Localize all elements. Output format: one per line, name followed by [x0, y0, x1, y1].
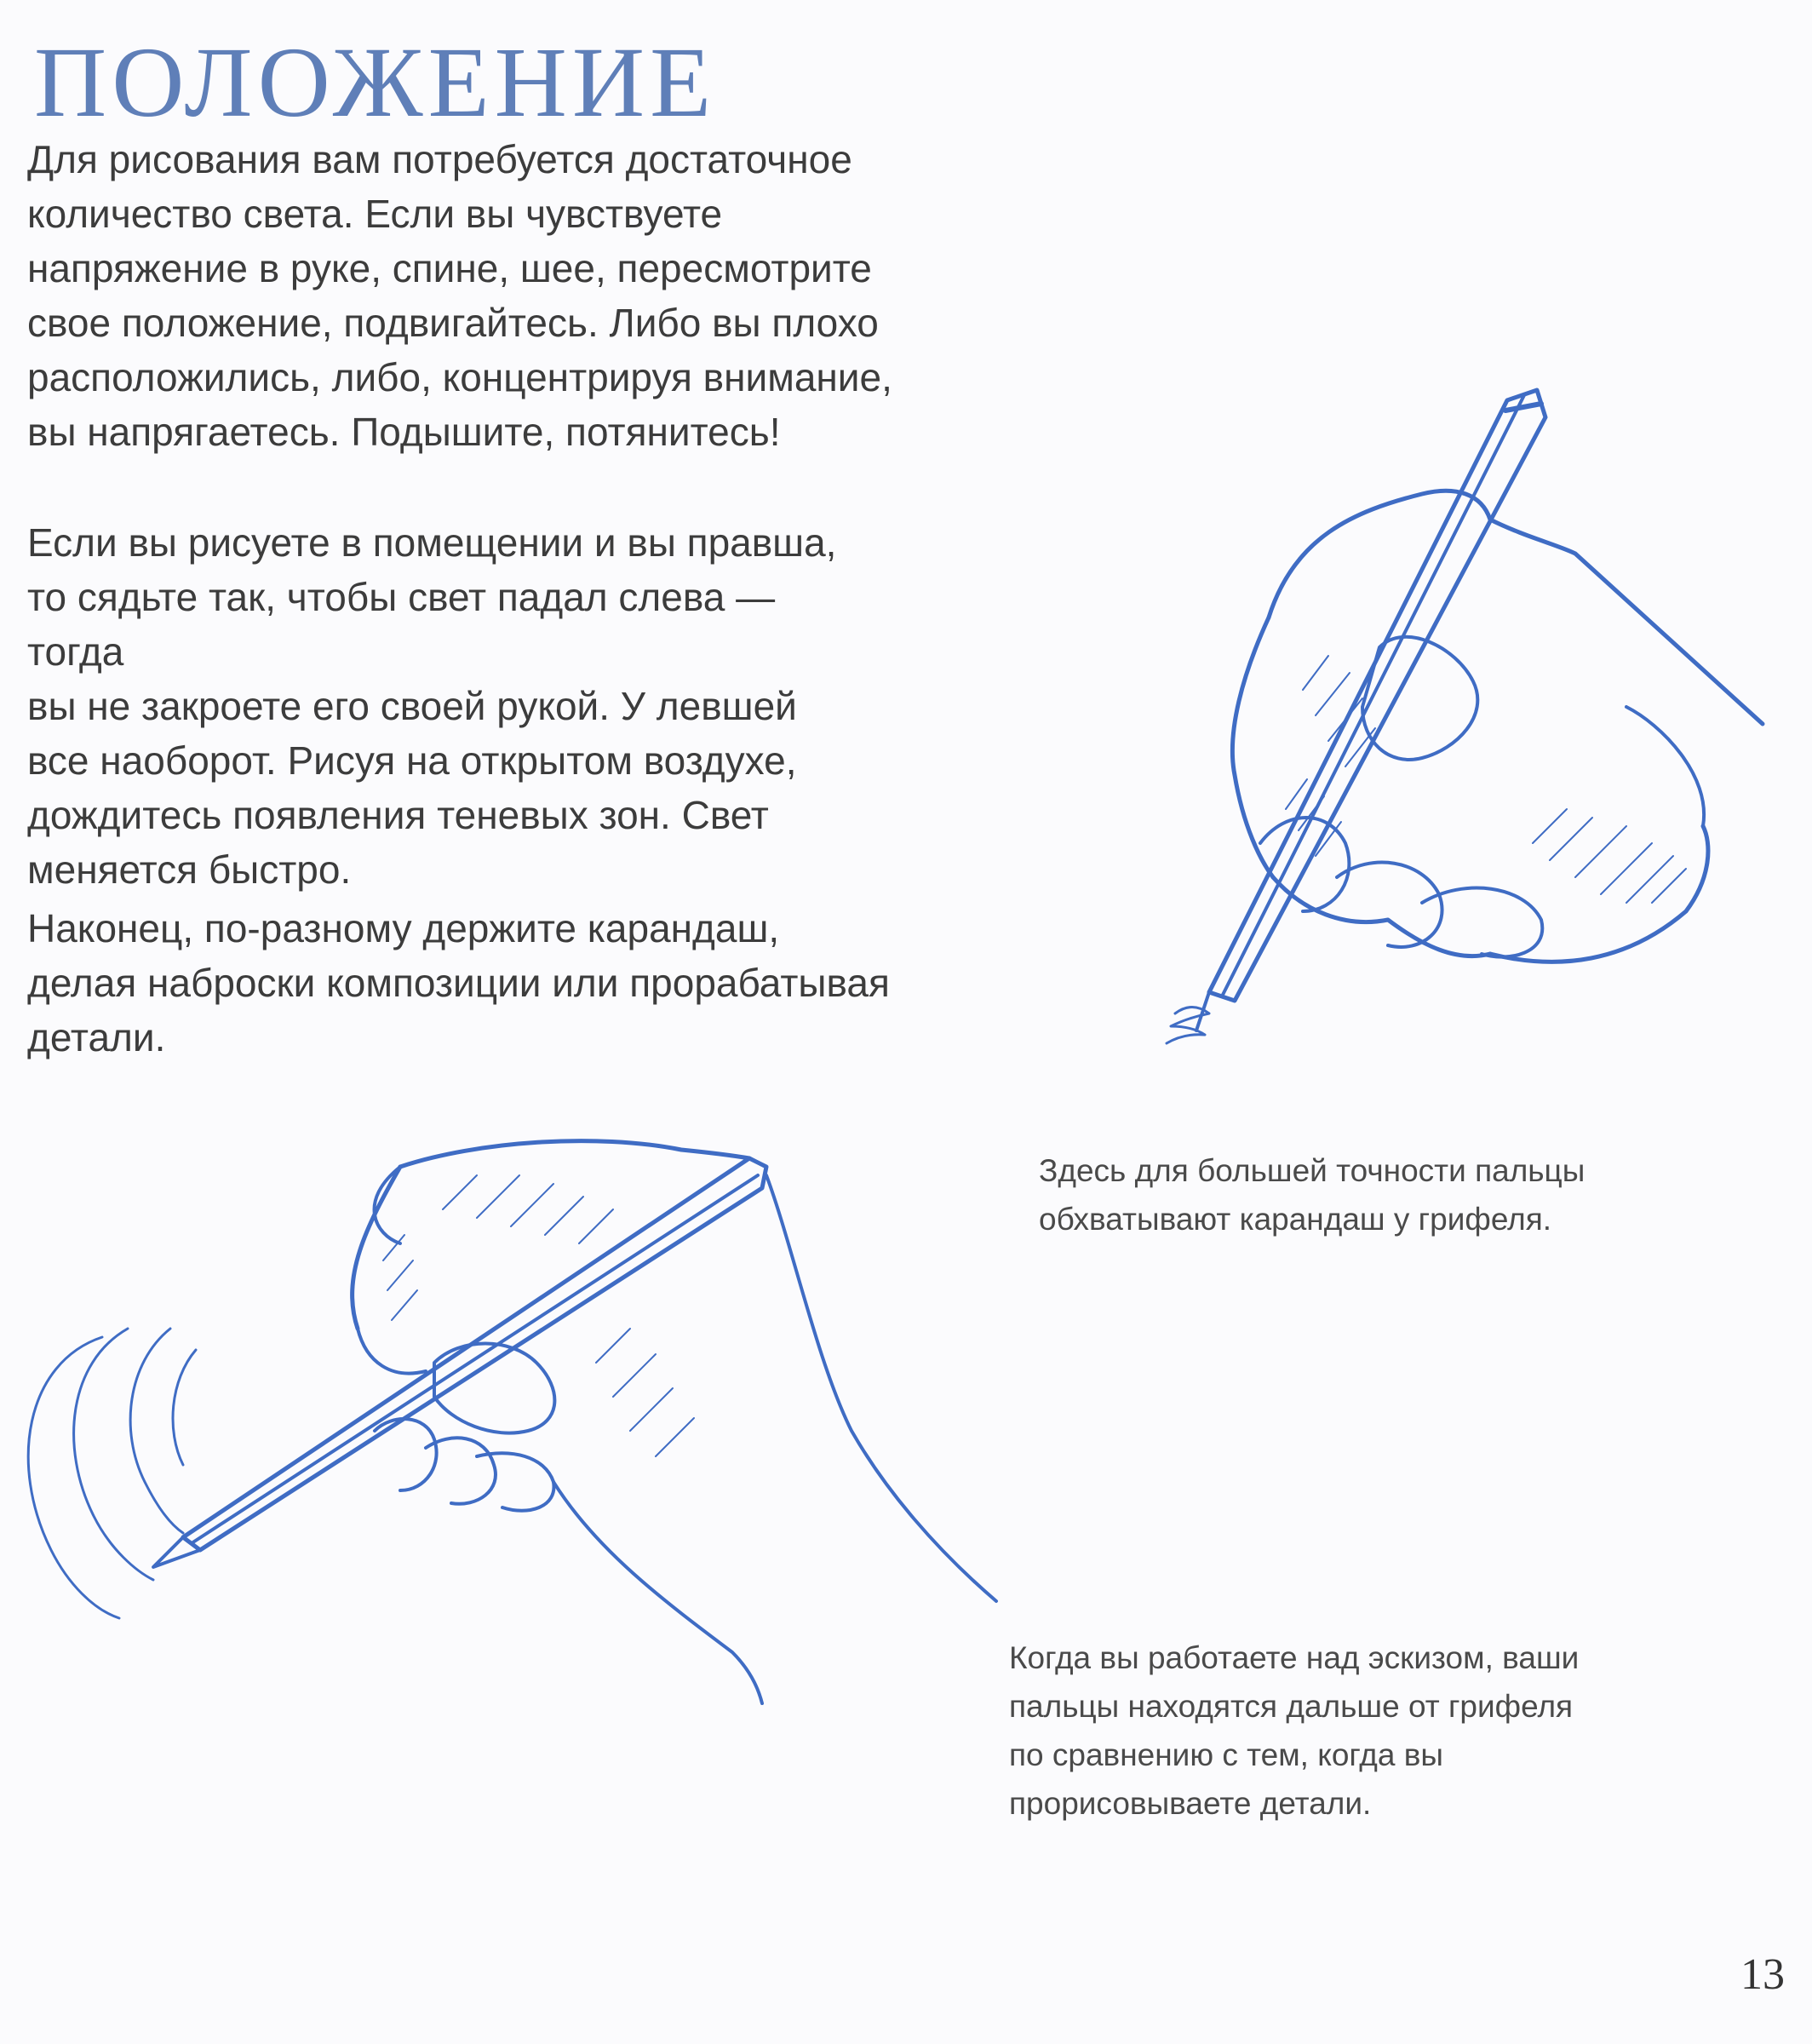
- hand-pencil-far-from-tip-illustration: [0, 1107, 1022, 1720]
- caption-near-tip: Здесь для большей точности пальцы обхватывают карандаш у грифеля.: [1039, 1153, 1586, 1237]
- paragraph-light-direction: Если вы рисуете в помещении и вы правша, то сядьте так, чтобы свет падал слева — тогда вы не закроете его своей рукой. У левшей все наоборот. Рисуя на открытом воздухе, дождитесь появления теневых зон. Свет меняется быстро.: [27, 520, 837, 892]
- paragraph-pencil-grip: Наконец, по-разному держите карандаш, делая наброски композиции или прорабатывая детали.: [27, 906, 890, 1059]
- paragraph-lighting: Для рисования вам потребуется достаточное количество света. Если вы чувствуете напряжение в руке, спине, шее, пересмотрите свое положение, подвигайтесь. Либо вы плохо расположились, либо, концентрируя внимание, вы напрягаетесь. Подышите, потянитесь!: [27, 137, 892, 454]
- page-title: ПОЛОЖЕНИЕ: [34, 26, 717, 138]
- caption-far-from-tip: Когда вы работаете над эскизом, ваши пальцы находятся дальше от грифеля по сравнению с тем, когда вы прорисовываете детали.: [1009, 1640, 1580, 1821]
- page-number: 13: [1740, 1950, 1785, 1999]
- hand-pencil-near-tip-illustration: [979, 366, 1771, 1048]
